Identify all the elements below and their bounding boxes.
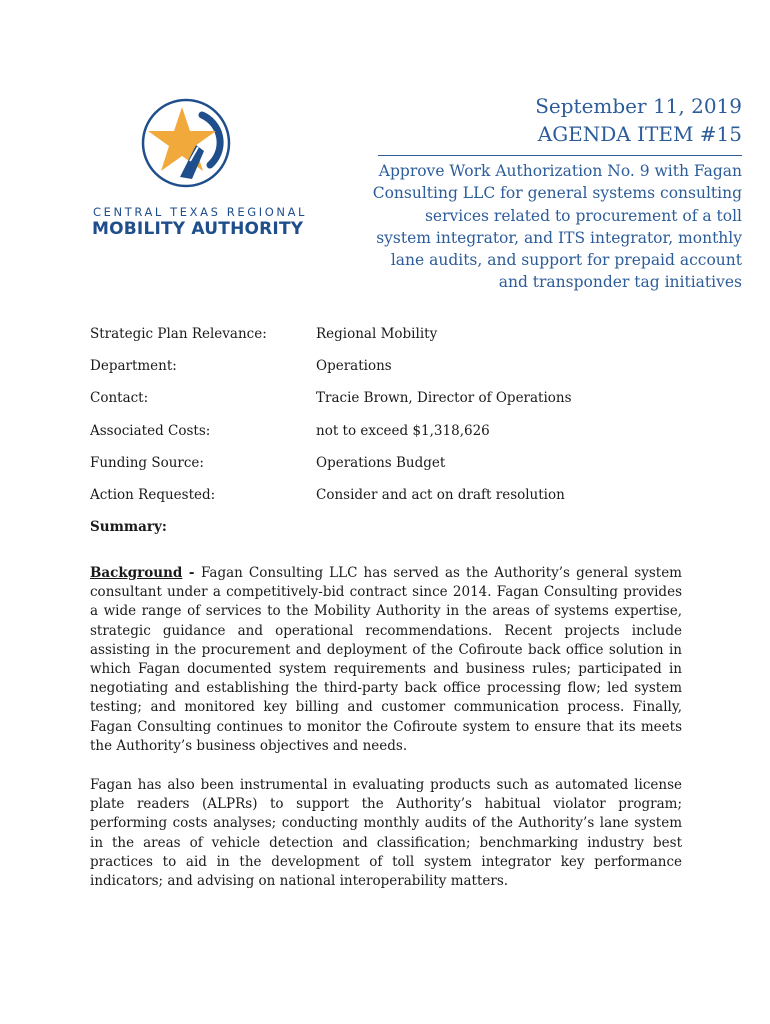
detail-row-action-requested — [90, 487, 565, 503]
detail-label: Strategic Plan Relevance: — [90, 326, 267, 342]
detail-label: Funding Source: — [90, 455, 204, 471]
agenda-subject: Approve Work Authorization No. 9 with Fagan Consulting LLC for general systems consulting services related to procurement of a toll system integrator, and ITS integrator, monthly lane audits, and support for prepaid account and transponder tag initiatives — [372, 162, 742, 292]
background-paragraph — [90, 564, 682, 756]
detail-row-funding-source — [90, 455, 446, 471]
detail-value: Operations Budget — [316, 455, 446, 471]
detail-value: Operations — [316, 358, 392, 374]
logo-line-central-texas: CENTRAL TEXAS REGIONAL — [93, 205, 308, 219]
detail-label: Action Requested: — [90, 487, 216, 503]
evaluation-paragraph: Fagan has also been instrumental in evaluating products such as automated license plate readers (ALPRs) to support the Authority’s habitual violator program; performing costs analyses; conducting monthly audits of the Authority’s lane system in the areas of vehicle detection and classification; benchmarking industry best practices to aid in the development of toll system integrator key performance indicators; and advising on national interoperability matters. — [90, 777, 682, 890]
detail-label: Associated Costs: — [90, 423, 211, 439]
header-divider — [378, 155, 742, 156]
detail-value: Consider and act on draft resolution — [316, 487, 565, 503]
detail-value: Tracie Brown, Director of Operations — [316, 390, 572, 406]
summary-heading: Summary: — [90, 519, 167, 535]
detail-value: not to exceed $1,318,626 — [316, 423, 490, 439]
detail-row-associated-costs — [90, 423, 490, 439]
logo-line-mobility-authority: MOBILITY AUTHORITY — [92, 219, 304, 239]
detail-row-contact — [90, 390, 572, 406]
detail-row-department — [90, 358, 392, 374]
meeting-date: September 11, 2019 — [535, 94, 742, 118]
background-dash: - — [182, 565, 201, 581]
detail-label: Department: — [90, 358, 177, 374]
background-text: Fagan Consulting LLC has served as the Authority’s general system consultant under a competitively-bid contract since 2014. Fagan Consulting provides a wide range of services to the Mobility Authority in the areas of systems expertise, strategic guidance and operational recommendations. Recent projects include assisting in the procurement and deployment of the Cofiroute back office solution in which Fagan documented system requirements and business rules; participated in negotiating and establishing the third-party back office processing flow; led system testing; and monitored key billing and customer communication process. Finally, Fagan Consulting continues to monitor the Cofiroute system to ensure that its meets the Authority’s business objectives and needs. — [90, 565, 682, 754]
background-label: Background — [90, 565, 183, 581]
agenda-item-number: AGENDA ITEM #15 — [537, 122, 742, 146]
mobility-authority-star-icon — [138, 95, 234, 191]
detail-row-strategic-plan — [90, 326, 438, 342]
detail-value: Regional Mobility — [316, 326, 438, 342]
detail-label: Contact: — [90, 390, 149, 406]
